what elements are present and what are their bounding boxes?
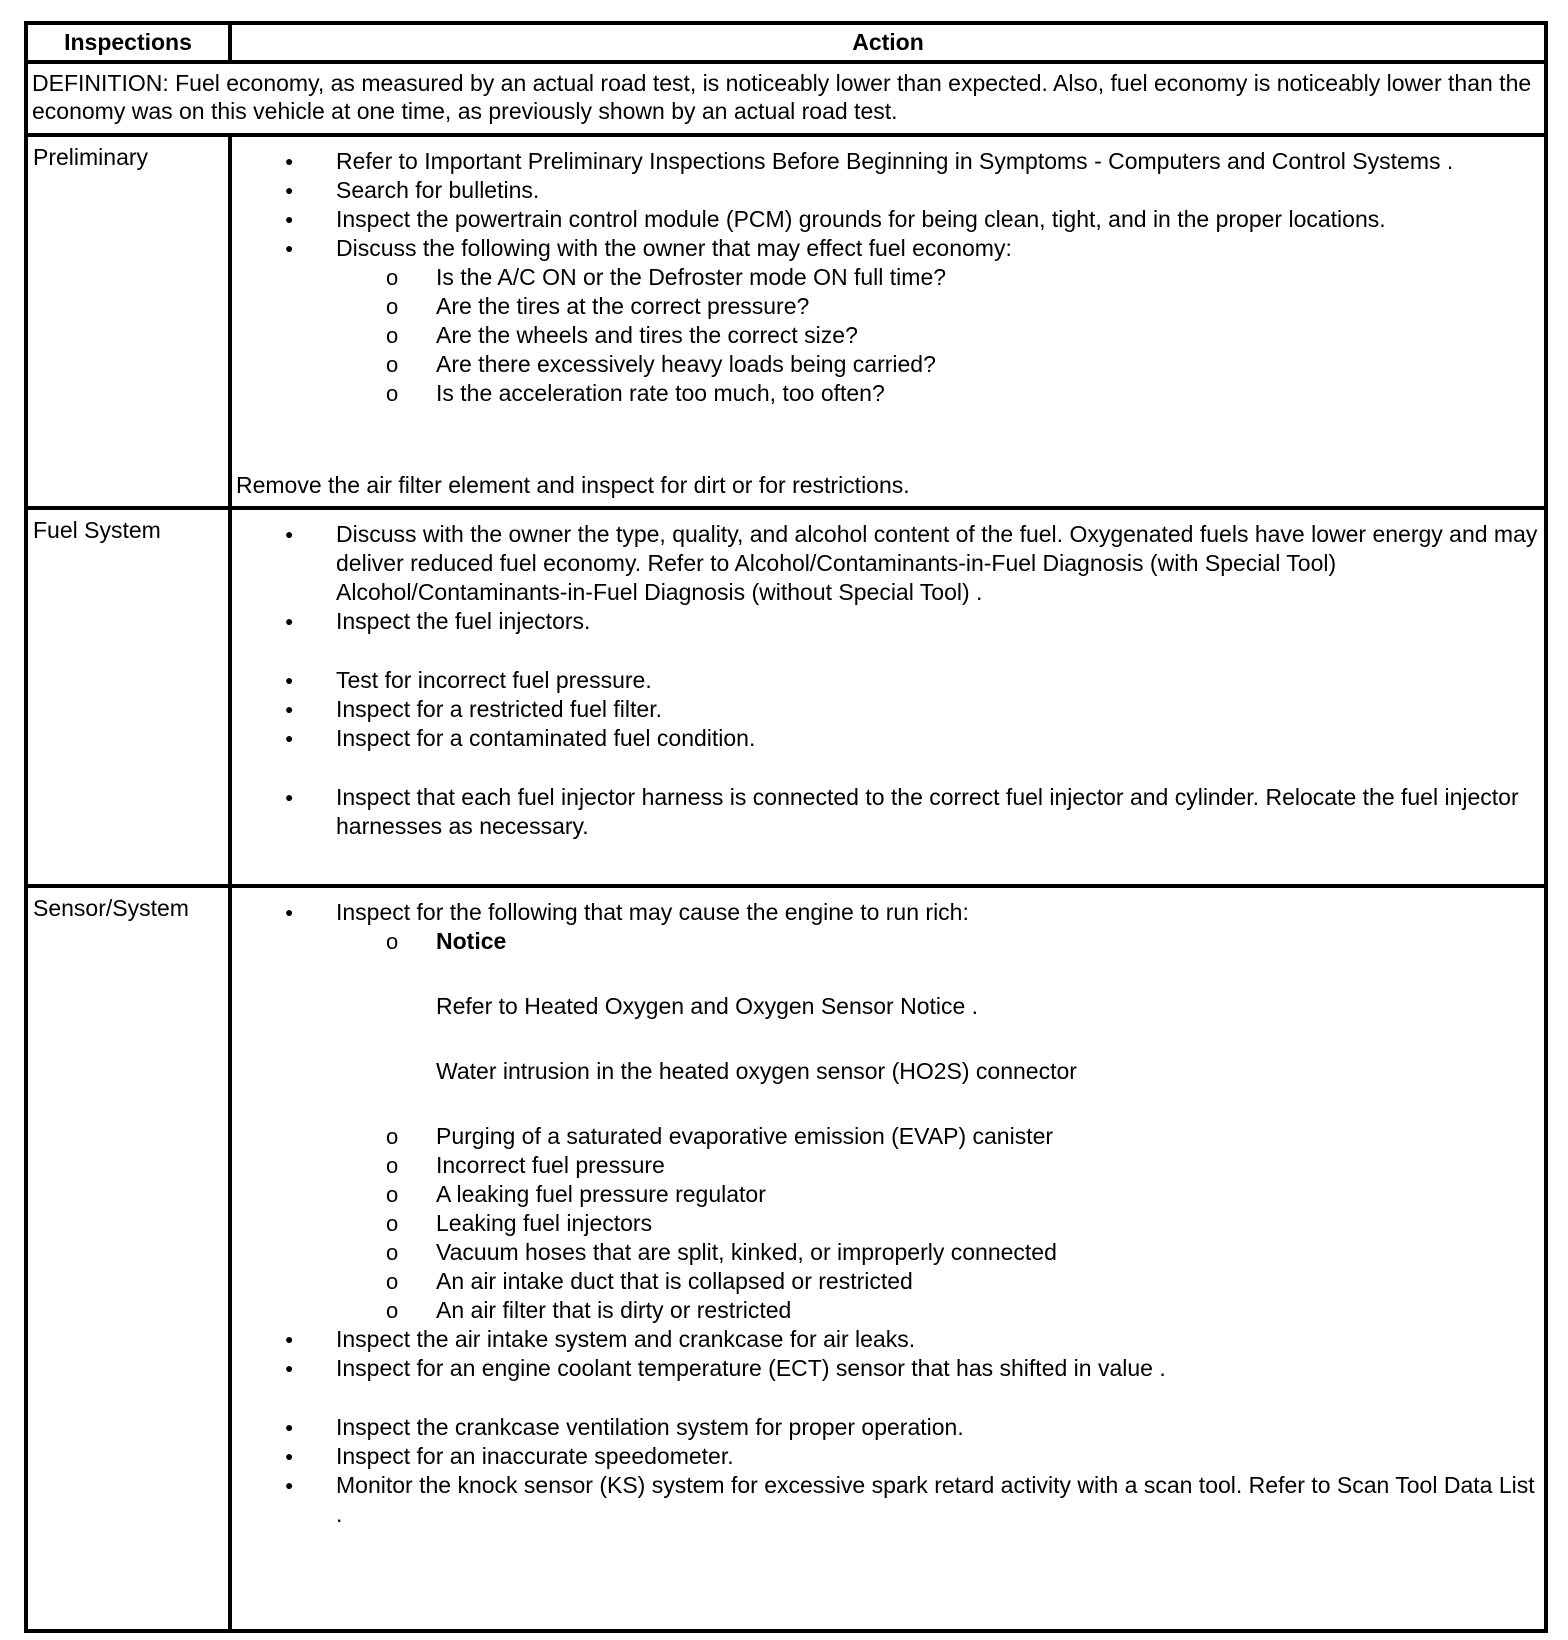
list-item-text: Discuss the following with the owner that may effect fuel economy: [336, 234, 1012, 261]
list-item: ● Inspect for a restricted fuel filter. [232, 695, 1544, 724]
header-action: Action [230, 23, 1546, 62]
list-item: ● Discuss with the owner the type, quality, and alcohol content of the fuel. Oxygenated fuels have lower energy and may deliver reduced fuel economy. Refer to Alcohol/Contaminants-in-Fuel Diagnosis (with Special Tool) Alcohol/Contaminants-in-Fuel Diagnosis (without Special Tool) . [232, 520, 1544, 607]
sub-list-item: o Are the wheels and tires the correct size? [336, 321, 1544, 350]
sub-list-item: o Are there excessively heavy loads being carried? [336, 350, 1544, 379]
list-item: ● Test for incorrect fuel pressure. [232, 666, 1544, 695]
sub-list-item: o Vacuum hoses that are split, kinked, or improperly connected [336, 1238, 1544, 1267]
sub-list-item-notice [336, 927, 1544, 1086]
action-cell-sensor-system [230, 886, 1546, 1631]
notice-title: o Notice [436, 928, 507, 955]
fuel-bullet-list [232, 520, 1544, 841]
preliminary-sub-list [336, 263, 1544, 408]
list-item: ● Inspect for an engine coolant temperature (ECT) sensor that has shifted in value . [232, 1354, 1544, 1383]
sub-list-item: o Purging of a saturated evaporative emission (EVAP) canister [336, 1122, 1544, 1151]
sub-list-item: o Is the acceleration rate too much, too often? [336, 379, 1544, 408]
table-header-row [26, 23, 1546, 62]
list-item: ● Monitor the knock sensor (KS) system for excessive spark retard activity with a scan tool. Refer to Scan Tool Data List . [232, 1471, 1544, 1529]
inspection-label-fuel-system: Fuel System [26, 508, 230, 886]
sub-list-item: o An air filter that is dirty or restricted [336, 1296, 1544, 1325]
definition-row [26, 62, 1546, 135]
notice-item: Water intrusion in the heated oxygen sensor (HO2S) connector [436, 1058, 1077, 1085]
list-item: ● Inspect for a contaminated fuel condition. [232, 724, 1544, 753]
table-row-fuel-system [26, 508, 1546, 886]
diagnostic-table [24, 21, 1548, 1633]
sub-list-item: o Leaking fuel injectors [336, 1209, 1544, 1238]
list-item: ● Inspect the crankcase ventilation system for proper operation. [232, 1413, 1544, 1442]
inspection-label-preliminary: Preliminary [26, 135, 230, 508]
list-item: ● Refer to Important Preliminary Inspections Before Beginning in Symptoms - Computers and Control Systems . [232, 147, 1544, 176]
notice-text: Refer to Heated Oxygen and Oxygen Sensor Notice . [436, 993, 979, 1020]
list-item: ● Search for bulletins. [232, 176, 1544, 205]
sub-list-item: o Incorrect fuel pressure [336, 1151, 1544, 1180]
header-inspections: Inspections [26, 23, 230, 62]
table-row-sensor-system [26, 886, 1546, 1631]
sensor-bullet-list [232, 898, 1544, 1529]
list-item [232, 234, 1544, 408]
preliminary-bullet-list [232, 147, 1544, 408]
list-item [232, 898, 1544, 1325]
table-row-preliminary [26, 135, 1546, 508]
inspection-label-sensor-system: Sensor/System [26, 886, 230, 1631]
preliminary-tail-text: Remove the air filter element and inspect for dirt or for restrictions. [236, 471, 910, 498]
sub-list-item: o Are the tires at the correct pressure? [336, 292, 1544, 321]
sub-list-item: o Is the A/C ON or the Defroster mode ON full time? [336, 263, 1544, 292]
list-item: ● Inspect the air intake system and crankcase for air leaks. [232, 1325, 1544, 1354]
list-item: ● Inspect the powertrain control module (PCM) grounds for being clean, tight, and in the proper locations. [232, 205, 1544, 234]
list-item: ● Inspect that each fuel injector harness is connected to the correct fuel injector and cylinder. Relocate the fuel injector harnesses as necessary. [232, 783, 1544, 841]
definition-text: DEFINITION: Fuel economy, as measured by an actual road test, is noticeably lower than expected. Also, fuel economy is noticeably lower than the economy was on this vehicle at one time, as previously shown by an actual road test. [26, 62, 1546, 135]
list-item: ● Inspect the fuel injectors. [232, 607, 1544, 636]
action-cell-preliminary [230, 135, 1546, 508]
list-item-text: Inspect for the following that may cause the engine to run rich: [336, 899, 969, 926]
sensor-sub-list [336, 927, 1544, 1325]
sub-list-item: o An air intake duct that is collapsed or restricted [336, 1267, 1544, 1296]
action-cell-fuel-system [230, 508, 1546, 886]
sub-list-item: o A leaking fuel pressure regulator [336, 1180, 1544, 1209]
list-item: ● Inspect for an inaccurate speedometer. [232, 1442, 1544, 1471]
